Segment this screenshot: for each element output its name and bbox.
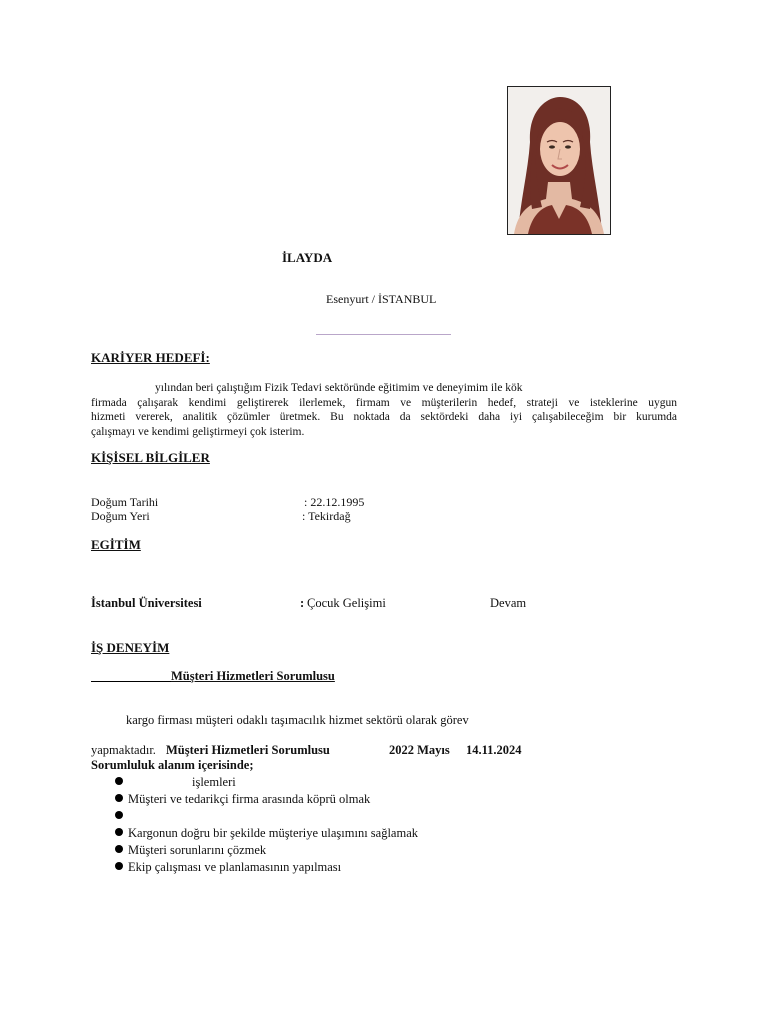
bullet-icon bbox=[115, 811, 123, 819]
experience-line-prefix: yapmaktadır. bbox=[91, 743, 156, 757]
school-name: İstanbul Üniversitesi bbox=[91, 596, 202, 610]
responsibilities-label: Sorumluluk alanım içerisinde; bbox=[91, 758, 254, 772]
profile-photo bbox=[507, 86, 611, 235]
birth-place-value: : Tekirdağ bbox=[302, 509, 351, 523]
list-item bbox=[115, 825, 418, 842]
experience-role: Müşteri Hizmetleri Sorumlusu bbox=[166, 743, 330, 757]
career-line: çalışmayı ve kendimi geliştirmeyi çok isterim. bbox=[91, 425, 305, 438]
career-line: hizmeti vererek, analitik çözümler üretmek. Bu noktada da sektördeki daha iyi çalışabileceğim bir kurumda bbox=[91, 411, 677, 423]
education-colon: : bbox=[300, 596, 305, 610]
personal-heading: KİŞİSEL BİLGİLER bbox=[91, 450, 210, 465]
experience-heading: İŞ DENEYİM bbox=[91, 640, 170, 655]
candidate-name: İLAYDA bbox=[282, 250, 333, 265]
list-item-text: Ekip çalışması ve planlamasının yapılması bbox=[128, 860, 342, 874]
experience-start-date: 2022 Mayıs bbox=[389, 743, 450, 757]
experience-intro: kargo firması müşteri odaklı taşımacılık hizmet sektörü olarak görev bbox=[126, 713, 469, 727]
birth-place-label: Doğum Yeri bbox=[91, 509, 150, 523]
list-item bbox=[115, 808, 418, 825]
candidate-location: Esenyurt / İSTANBUL bbox=[326, 292, 437, 306]
career-line: yılından beri çalıştığım Fizik Tedavi sektöründe eğitimim ve deneyimim ile kök bbox=[155, 382, 523, 394]
bullet-icon bbox=[115, 862, 123, 870]
list-item-text: işlemleri bbox=[192, 775, 236, 789]
job-title: Müşteri Hizmetleri Sorumlusu bbox=[171, 669, 335, 683]
list-item-text: Müşteri sorunlarını çözmek bbox=[128, 843, 267, 857]
bullet-icon bbox=[115, 845, 123, 853]
career-paragraph bbox=[91, 381, 677, 439]
bullet-icon bbox=[115, 794, 123, 802]
education-status: Devam bbox=[490, 596, 527, 610]
list-item bbox=[115, 842, 418, 859]
list-item-text: Kargonun doğru bir şekilde müşteriye ulaşımını sağlamak bbox=[128, 826, 418, 840]
list-item-text: Müşteri ve tedarikçi firma arasında köprü olmak bbox=[128, 792, 371, 806]
bullet-icon bbox=[115, 777, 123, 785]
title-underline-blank bbox=[91, 670, 171, 682]
career-heading: KARİYER HEDEFİ: bbox=[91, 350, 210, 365]
job-title-line bbox=[91, 669, 335, 684]
bullet-icon bbox=[115, 828, 123, 836]
experience-end-date: 14.11.2024 bbox=[466, 743, 522, 757]
education-heading: EGİTİM bbox=[91, 537, 141, 552]
list-item bbox=[115, 791, 418, 808]
separator-line bbox=[316, 334, 451, 335]
career-line: firmada çalışarak kendimi geliştirerek ilerlemek, firmam ve müşterilerin hedef, strateji ve isteklerine uygun bbox=[91, 396, 677, 409]
list-item bbox=[115, 774, 418, 791]
portrait-image bbox=[508, 87, 610, 234]
birth-date-value: : 22.12.1995 bbox=[304, 495, 365, 509]
department-name: Çocuk Gelişimi bbox=[307, 596, 386, 610]
responsibilities-list bbox=[115, 774, 418, 876]
birth-date-label: Doğum Tarihi bbox=[91, 495, 159, 509]
list-item bbox=[115, 859, 418, 876]
